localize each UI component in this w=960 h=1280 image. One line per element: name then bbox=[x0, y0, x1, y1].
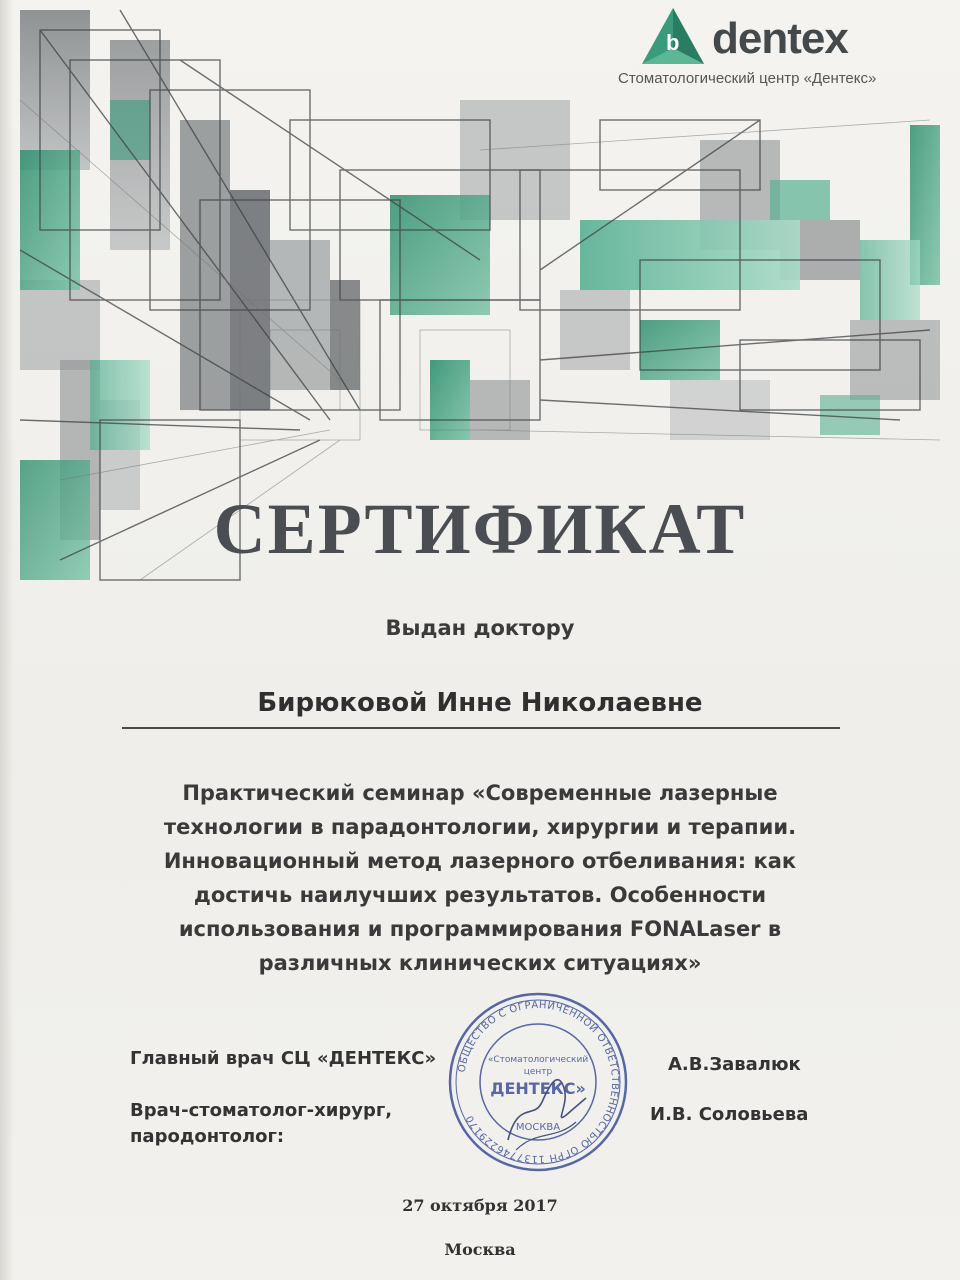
triangle-d-icon bbox=[638, 4, 708, 70]
svg-text:«Стоматологический: «Стоматологический bbox=[487, 1055, 589, 1065]
svg-text:МОСКВА: МОСКВА bbox=[515, 1122, 561, 1133]
svg-text:b: b bbox=[666, 30, 680, 55]
svg-text:ДЕНТЕКС»: ДЕНТЕКС» bbox=[490, 1079, 586, 1098]
company-stamp bbox=[446, 990, 630, 1174]
surgeon-name: И.В. Соловьева bbox=[650, 1104, 809, 1125]
course-line: достичь наилучших результатов. Особенности bbox=[193, 883, 767, 907]
logo-brand-text: dentex bbox=[712, 14, 848, 63]
dentex-logo bbox=[618, 4, 938, 94]
course-line: различных клинических ситуациях» bbox=[258, 951, 702, 975]
recipient-name: Бирюковой Инне Николаевне bbox=[257, 688, 703, 718]
course-line: технологии в парадонтологии, хирургии и терапии. bbox=[163, 815, 797, 839]
course-description bbox=[110, 776, 850, 980]
svg-text:центр: центр bbox=[523, 1067, 553, 1077]
certificate-date: 27 октября 2017 bbox=[402, 1196, 558, 1215]
chief-role: Главный врач СЦ «ДЕНТЕКС» bbox=[130, 1048, 437, 1069]
course-line: Инновационный метод лазерного отбеливания: как bbox=[163, 849, 797, 873]
chief-name: А.В.Завалюк bbox=[668, 1054, 801, 1075]
certificate-title: СЕРТИФИКАТ bbox=[213, 489, 747, 569]
course-line: использования и программирования FONALaser в bbox=[178, 917, 782, 941]
course-line: Практический семинар «Современные лазерные bbox=[182, 781, 778, 805]
surgeon-role-line2: пародонтолог: bbox=[130, 1126, 285, 1147]
logo-subtitle: Стоматологический центр «Дентекс» bbox=[618, 70, 877, 87]
issued-to-label: Выдан доктору bbox=[385, 616, 575, 640]
certificate-city: Москва bbox=[444, 1240, 516, 1259]
svg-text:ОБЩЕСТВО С ОГРАНИЧЕННОЙ ОТВЕТС: ОБЩЕСТВО С ОГРАНИЧЕННОЙ ОТВЕТСТВЕННОСТЬЮ ОГРН 1137746229170 bbox=[456, 999, 621, 1165]
recipient-underline bbox=[122, 727, 840, 729]
surgeon-role-line1: Врач-стоматолог-хирург, bbox=[130, 1100, 393, 1121]
